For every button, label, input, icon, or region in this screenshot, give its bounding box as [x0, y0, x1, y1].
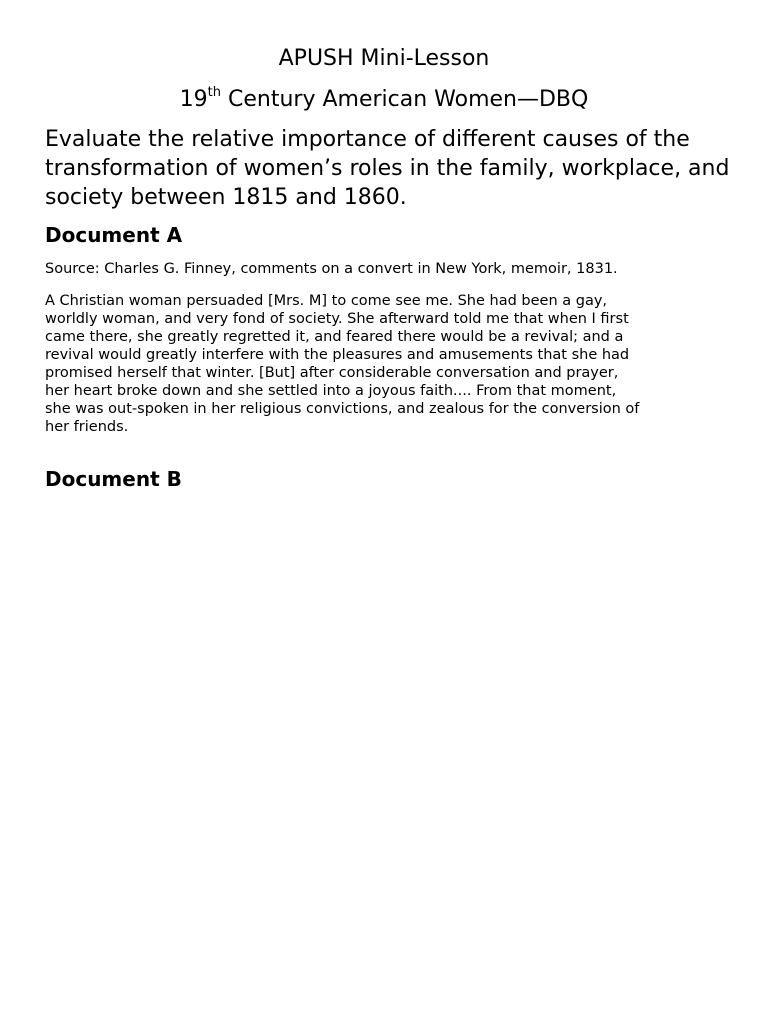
document-a-quote: A Christian woman persuaded [Mrs. M] to come see me. She had been a gay, worldly woman, and very fond of society. She afterward told me that when I first came there, she greatly regretted it, and feared there would be a revival; and a revival would greatly interfere with the pleasures and amusements that she had promised herself that winter. [But] after considerable conversation and prayer, her heart broke down and she settled into a joyous faith.... From that moment, she was out-spoken in her religious convictions, and zealous for the conversion of her friends. — [45, 293, 640, 435]
lesson-title: APUSH Mini-Lesson — [278, 46, 490, 71]
document-a-heading: Document A — [45, 223, 183, 247]
document-a-source: Source: Charles G. Finney, comments on a convert in New York, memoir, 1831. — [45, 261, 618, 277]
subtitle-rest: Century American Women—DBQ — [221, 87, 589, 112]
lesson-subtitle — [0, 84, 768, 113]
essay-prompt: Evaluate the relative importance of different causes of the transformation of women’s roles in the family, workplace, and society between 1815 and 1860. — [45, 127, 730, 210]
subtitle-ordinal: th — [207, 84, 221, 100]
document-b-heading: Document B — [45, 467, 182, 491]
subtitle-number: 19 — [179, 87, 208, 112]
